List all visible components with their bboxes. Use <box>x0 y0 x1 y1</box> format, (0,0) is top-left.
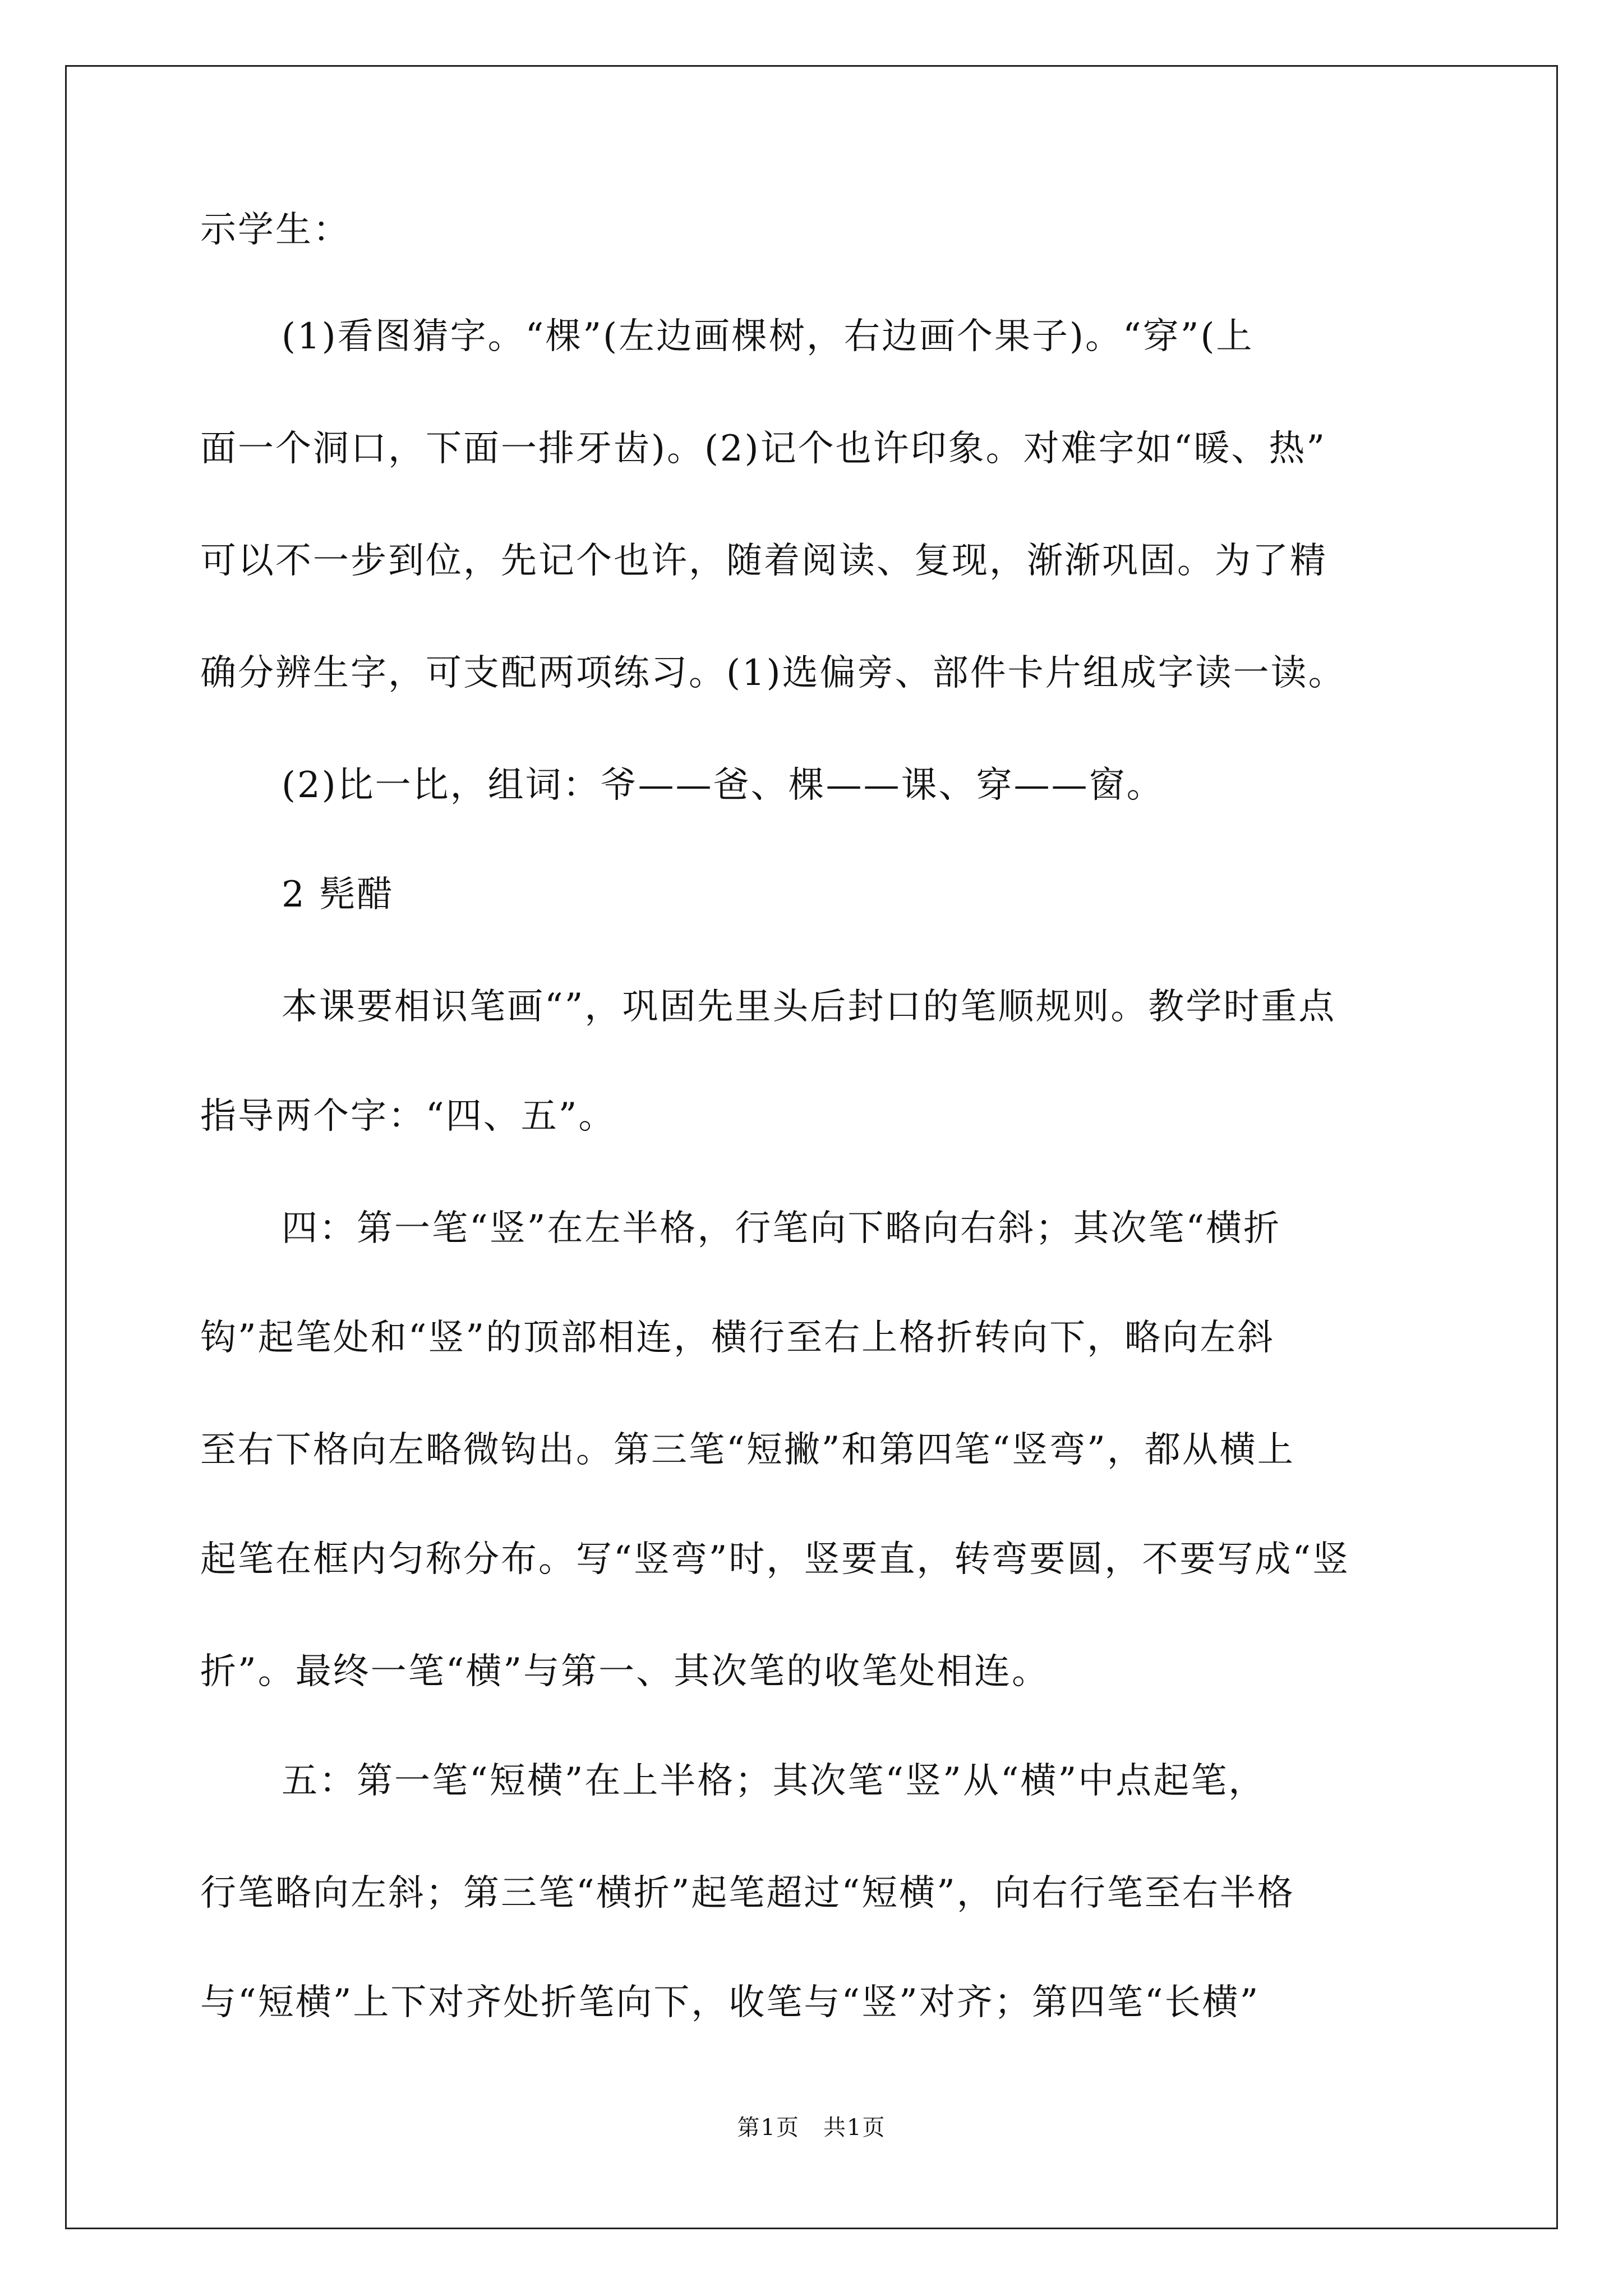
text-line: (1)看图猜字。“棵”(左边画棵树，右边画个果子)。“穿”(上 <box>282 316 1254 357</box>
text-line: 本课要相识笔画“”，巩固先里头后封口的笔顺规则。教学时重点 <box>282 986 1336 1028</box>
text-line: 行笔略向左斜；第三笔“横折”起笔超过“短横”，向右行笔至右半格 <box>200 1872 1295 1914</box>
text-line: 确分辨生字，可支配两项练习。(1)选偏旁、部件卡片组成字读一读。 <box>200 652 1346 694</box>
page-number: 第1页 共1页 <box>737 2115 886 2141</box>
text-line: 钩”起笔处和“竖”的顶部相连，横行至右上格折转向下，略向左斜 <box>200 1317 1275 1359</box>
text-line: (2)比一比，组词：爷——爸、棵——课、穿——窗。 <box>282 765 1164 806</box>
text-line: 面一个洞口，下面一排牙齿)。(2)记个也许印象。对难字如“暖、热” <box>200 428 1327 470</box>
text-line: 示学生： <box>200 209 351 251</box>
text-line: 与“短横”上下对齐处折笔向下，收笔与“竖”对齐；第四笔“长横” <box>200 1982 1260 2023</box>
text-line: 五：第一笔“短横”在上半格；其次笔“竖”从“横”中点起笔， <box>282 1760 1266 1802</box>
text-line: 折”。最终一笔“横”与第一、其次笔的收笔处相连。 <box>200 1651 1050 1692</box>
text-line: 可以不一步到位，先记个也许，随着阅读、复现，渐渐巩固。为了精 <box>200 540 1327 582</box>
text-line: 四：第一笔“竖”在左半格，行笔向下略向右斜；其次笔“横折 <box>282 1208 1281 1249</box>
text-line: 起笔在框内匀称分布。写“竖弯”时，竖要直，转弯要圆，不要写成“竖 <box>200 1539 1350 1580</box>
text-line: 至右下格向左略微钩出。第三笔“短撇”和第四笔“竖弯”，都从横上 <box>200 1429 1295 1471</box>
section-heading: 2 髡醋 <box>282 874 395 915</box>
text-line: 指导两个字：“四、五”。 <box>200 1096 616 1137</box>
